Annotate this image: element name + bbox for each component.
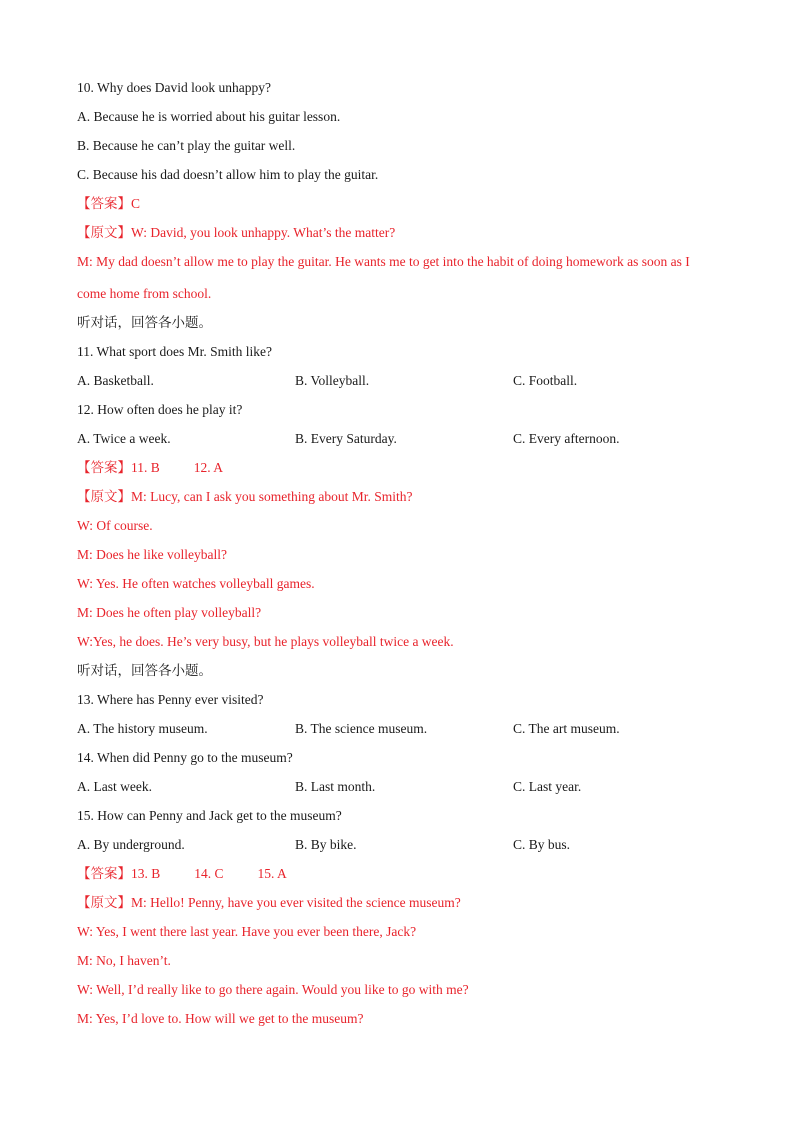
question-10: 10. Why does David look unhappy? — [77, 80, 271, 95]
q14-option-a: A. Last week. — [77, 779, 152, 794]
section2-transcript-line: W: Of course. — [77, 518, 153, 533]
section3-transcript-line: M: Yes, I’d love to. How will we get to the museum? — [77, 1011, 364, 1026]
exam-page — [77, 76, 737, 1036]
q11-option-b: B. Volleyball. — [295, 373, 370, 388]
q13-option-a: A. The history museum. — [77, 721, 208, 736]
section2-transcript-line: W:Yes, he does. He’s very busy, but he plays volleyball twice a week. — [77, 634, 454, 649]
section3-transcript-line: W: Well, I’d really like to go there again. Would you like to go with me? — [77, 982, 469, 997]
section3-transcript-line: 【原文】M: Hello! Penny, have you ever visited the science museum? — [77, 895, 461, 910]
q10-transcript-line: come home from school. — [77, 286, 212, 301]
q15-options — [77, 833, 737, 862]
q14-option-c: C. Last year. — [513, 779, 582, 794]
section2-transcript-line: W: Yes. He often watches volleyball games. — [77, 576, 315, 591]
q10-transcript-line: 【原文】W: David, you look unhappy. What’s the matter? — [77, 225, 396, 240]
section2-transcript-line: M: Does he often play volleyball? — [77, 605, 262, 620]
section3-transcript-line: M: No, I haven’t. — [77, 953, 171, 968]
q10-answer: 【答案】C — [77, 196, 141, 211]
question-12: 12. How often does he play it? — [77, 402, 243, 417]
section3-transcript-line: W: Yes, I went there last year. Have you ever been there, Jack? — [77, 924, 417, 939]
q15-option-b: B. By bike. — [295, 837, 357, 852]
q13-option-b: B. The science museum. — [295, 721, 428, 736]
q11-option-a: A. Basketball. — [77, 373, 154, 388]
q12-option-b: B. Every Saturday. — [295, 431, 397, 446]
answer-12: 12. A — [193, 460, 224, 475]
question-14: 14. When did Penny go to the museum? — [77, 750, 293, 765]
section2-answer — [77, 456, 737, 485]
q12-option-c: C. Every afternoon. — [513, 431, 620, 446]
section-instruction: 听对话，回答各小题。 — [77, 315, 212, 330]
q10-transcript-line: M: My dad doesn’t allow me to play the guitar. He wants me to get into the habit of doing homework as soon as I — [77, 254, 690, 269]
q12-option-a: A. Twice a week. — [77, 431, 171, 446]
question-11: 11. What sport does Mr. Smith like? — [77, 344, 272, 359]
question-15: 15. How can Penny and Jack get to the museum? — [77, 808, 342, 823]
q10-option-b: B. Because he can’t play the guitar well. — [77, 138, 296, 153]
q10-option-a: A. Because he is worried about his guitar lesson. — [77, 109, 341, 124]
answer-14: 14. C — [194, 866, 224, 881]
q15-option-c: C. By bus. — [513, 837, 571, 852]
q13-options — [77, 717, 737, 746]
q10-option-c: C. Because his dad doesn’t allow him to play the guitar. — [77, 167, 379, 182]
q14-option-b: B. Last month. — [295, 779, 376, 794]
answer-13: 【答案】13. B — [77, 866, 161, 881]
q14-options — [77, 775, 737, 804]
q11-options — [77, 369, 737, 398]
answer-11: 【答案】11. B — [77, 460, 160, 475]
answer-15: 15. A — [257, 866, 287, 881]
section2-transcript-line: M: Does he like volleyball? — [77, 547, 227, 562]
section2-transcript-line: 【原文】M: Lucy, can I ask you something about Mr. Smith? — [77, 489, 413, 504]
question-13: 13. Where has Penny ever visited? — [77, 692, 264, 707]
section-instruction: 听对话，回答各小题。 — [77, 663, 212, 678]
section3-answer — [77, 862, 737, 891]
q15-option-a: A. By underground. — [77, 837, 185, 852]
q11-option-c: C. Football. — [513, 373, 578, 388]
q12-options — [77, 427, 737, 456]
q13-option-c: C. The art museum. — [513, 721, 620, 736]
